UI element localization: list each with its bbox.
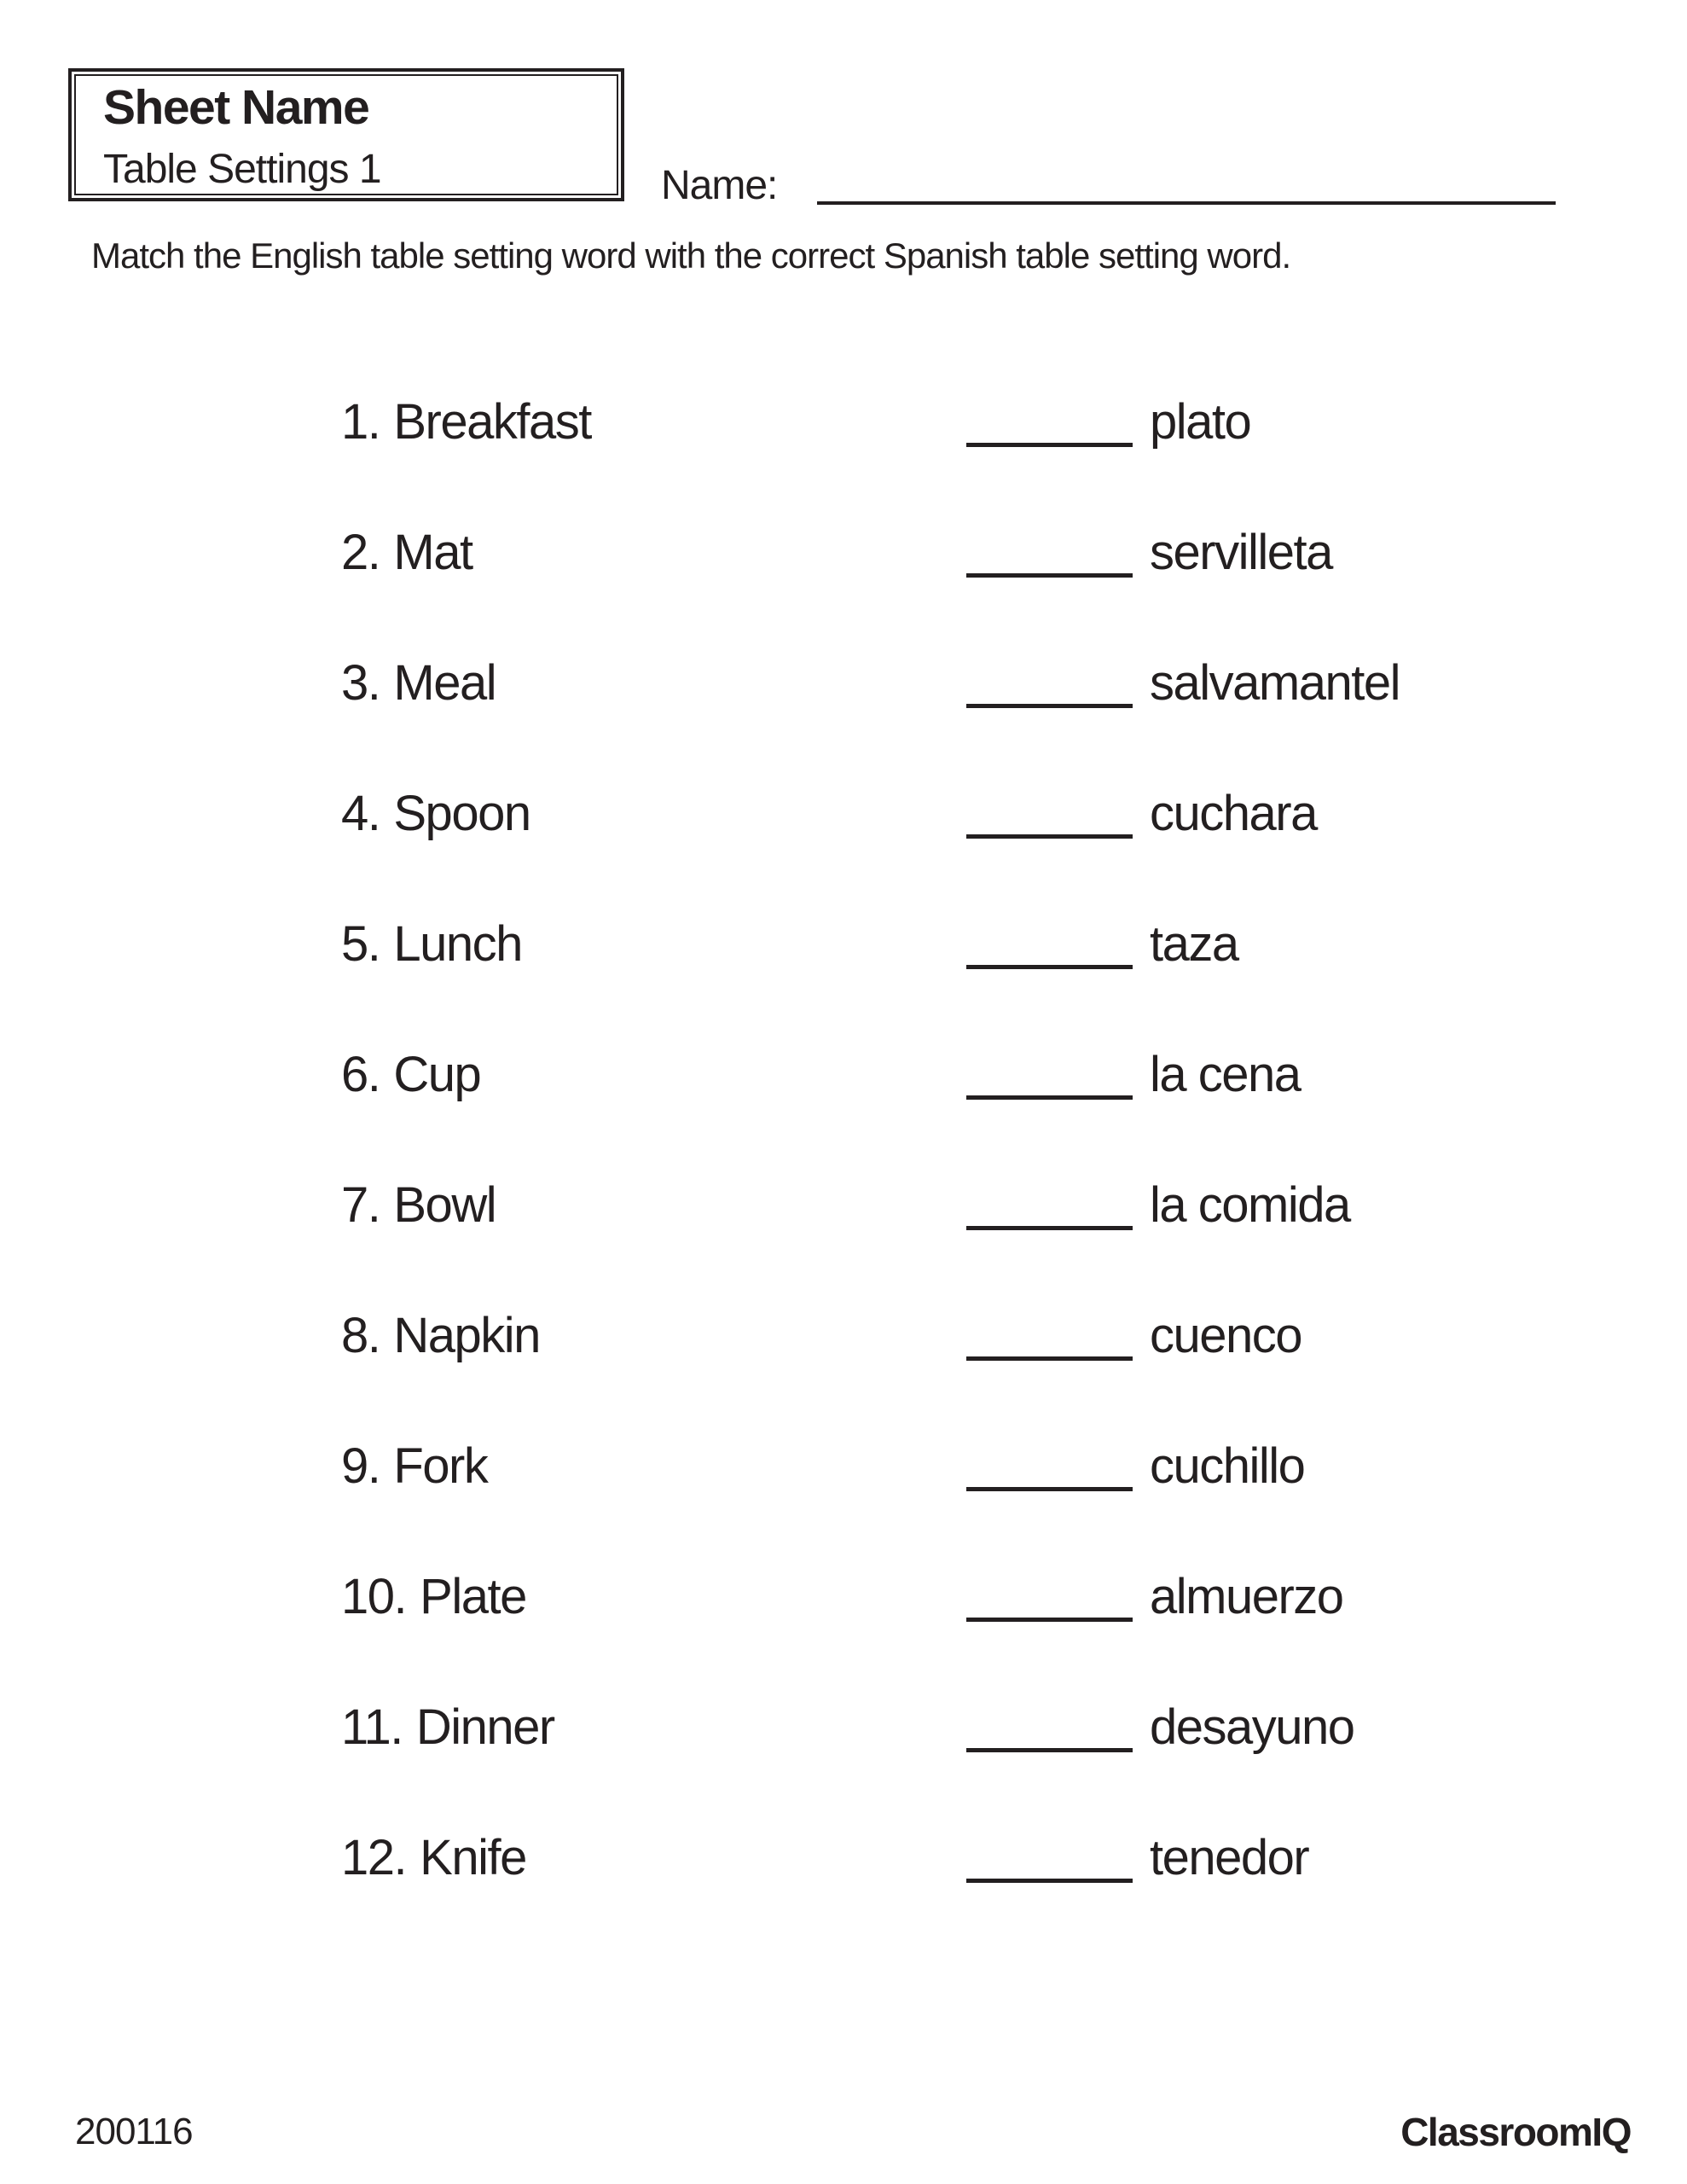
- item-english: Cup: [393, 1047, 481, 1102]
- item-english: Fork: [393, 1438, 488, 1494]
- sheet-title: Table Settings 1: [103, 146, 381, 192]
- answer-blank[interactable]: [966, 834, 1133, 839]
- english-cell: [341, 1439, 487, 1494]
- match-row: [0, 1178, 1687, 1246]
- answer-blank[interactable]: [966, 443, 1133, 447]
- footer-code: 200116: [75, 2111, 193, 2152]
- match-row: [0, 656, 1687, 724]
- item-english: Napkin: [393, 1308, 540, 1363]
- spanish-cell: [966, 395, 1250, 450]
- item-spanish: servilleta: [1150, 525, 1332, 580]
- spanish-cell: [966, 787, 1317, 841]
- sheet-name-label: Sheet Name: [103, 80, 369, 135]
- item-english: Breakfast: [393, 394, 591, 450]
- item-english: Mat: [393, 525, 472, 580]
- footer-brand: ClassroomIQ: [1400, 2110, 1631, 2154]
- item-spanish: plato: [1150, 394, 1251, 450]
- match-row: [0, 395, 1687, 463]
- english-cell: [341, 656, 496, 711]
- match-row: [0, 526, 1687, 594]
- item-spanish: cuenco: [1150, 1308, 1302, 1363]
- item-spanish: almuerzo: [1150, 1569, 1343, 1624]
- english-cell: [341, 1700, 554, 1755]
- item-spanish: desayuno: [1150, 1699, 1354, 1755]
- match-row: [0, 787, 1687, 855]
- item-number: 3.: [341, 655, 380, 711]
- english-cell: [341, 1178, 496, 1233]
- item-english: Plate: [420, 1569, 526, 1624]
- spanish-cell: [966, 1309, 1301, 1363]
- name-label: Name:: [661, 163, 778, 208]
- item-number: 8.: [341, 1308, 380, 1363]
- answer-blank[interactable]: [966, 704, 1133, 708]
- item-number: 10.: [341, 1569, 407, 1624]
- item-number: 9.: [341, 1438, 380, 1494]
- spanish-cell: [966, 1570, 1343, 1624]
- spanish-cell: [966, 656, 1400, 711]
- item-number: 5.: [341, 916, 380, 972]
- english-cell: [341, 526, 472, 580]
- english-cell: [341, 1570, 526, 1624]
- answer-blank[interactable]: [966, 1356, 1133, 1361]
- answer-blank[interactable]: [966, 1095, 1133, 1100]
- english-cell: [341, 917, 522, 972]
- answer-blank[interactable]: [966, 573, 1133, 578]
- answer-blank[interactable]: [966, 1618, 1133, 1622]
- item-number: 7.: [341, 1177, 380, 1233]
- item-number: 12.: [341, 1830, 407, 1885]
- spanish-cell: [966, 1831, 1308, 1885]
- item-number: 2.: [341, 525, 380, 580]
- item-number: 11.: [341, 1699, 403, 1755]
- item-number: 1.: [341, 394, 380, 450]
- match-row: [0, 1831, 1687, 1899]
- answer-blank[interactable]: [966, 965, 1133, 969]
- item-english: Knife: [420, 1830, 526, 1885]
- item-english: Lunch: [393, 916, 522, 972]
- answer-blank[interactable]: [966, 1879, 1133, 1883]
- match-row: [0, 1309, 1687, 1377]
- item-number: 6.: [341, 1047, 380, 1102]
- match-row: [0, 1048, 1687, 1116]
- item-english: Bowl: [393, 1177, 496, 1233]
- match-row: [0, 1439, 1687, 1507]
- english-cell: [341, 787, 530, 841]
- match-row: [0, 1570, 1687, 1638]
- english-cell: [341, 1831, 526, 1885]
- spanish-cell: [966, 1178, 1350, 1233]
- item-spanish: cuchillo: [1150, 1438, 1305, 1494]
- answer-blank[interactable]: [966, 1748, 1133, 1752]
- answer-blank[interactable]: [966, 1226, 1133, 1230]
- item-english: Meal: [393, 655, 496, 711]
- english-cell: [341, 1048, 480, 1102]
- item-spanish: salvamantel: [1150, 655, 1400, 711]
- match-row: [0, 1700, 1687, 1769]
- item-spanish: cuchara: [1150, 786, 1317, 841]
- english-cell: [341, 395, 591, 450]
- spanish-cell: [966, 917, 1238, 972]
- answer-blank[interactable]: [966, 1487, 1133, 1491]
- spanish-cell: [966, 1700, 1354, 1755]
- spanish-cell: [966, 1439, 1304, 1494]
- spanish-cell: [966, 1048, 1301, 1102]
- item-english: Spoon: [393, 786, 530, 841]
- item-spanish: taza: [1150, 916, 1238, 972]
- item-number: 4.: [341, 786, 380, 841]
- item-spanish: la cena: [1150, 1047, 1301, 1102]
- match-row: [0, 917, 1687, 985]
- item-spanish: tenedor: [1150, 1830, 1309, 1885]
- spanish-cell: [966, 526, 1332, 580]
- instruction-text: Match the English table setting word with the correct Spanish table setting word.: [91, 235, 1291, 276]
- english-cell: [341, 1309, 540, 1363]
- item-spanish: la comida: [1150, 1177, 1350, 1233]
- item-english: Dinner: [415, 1699, 554, 1755]
